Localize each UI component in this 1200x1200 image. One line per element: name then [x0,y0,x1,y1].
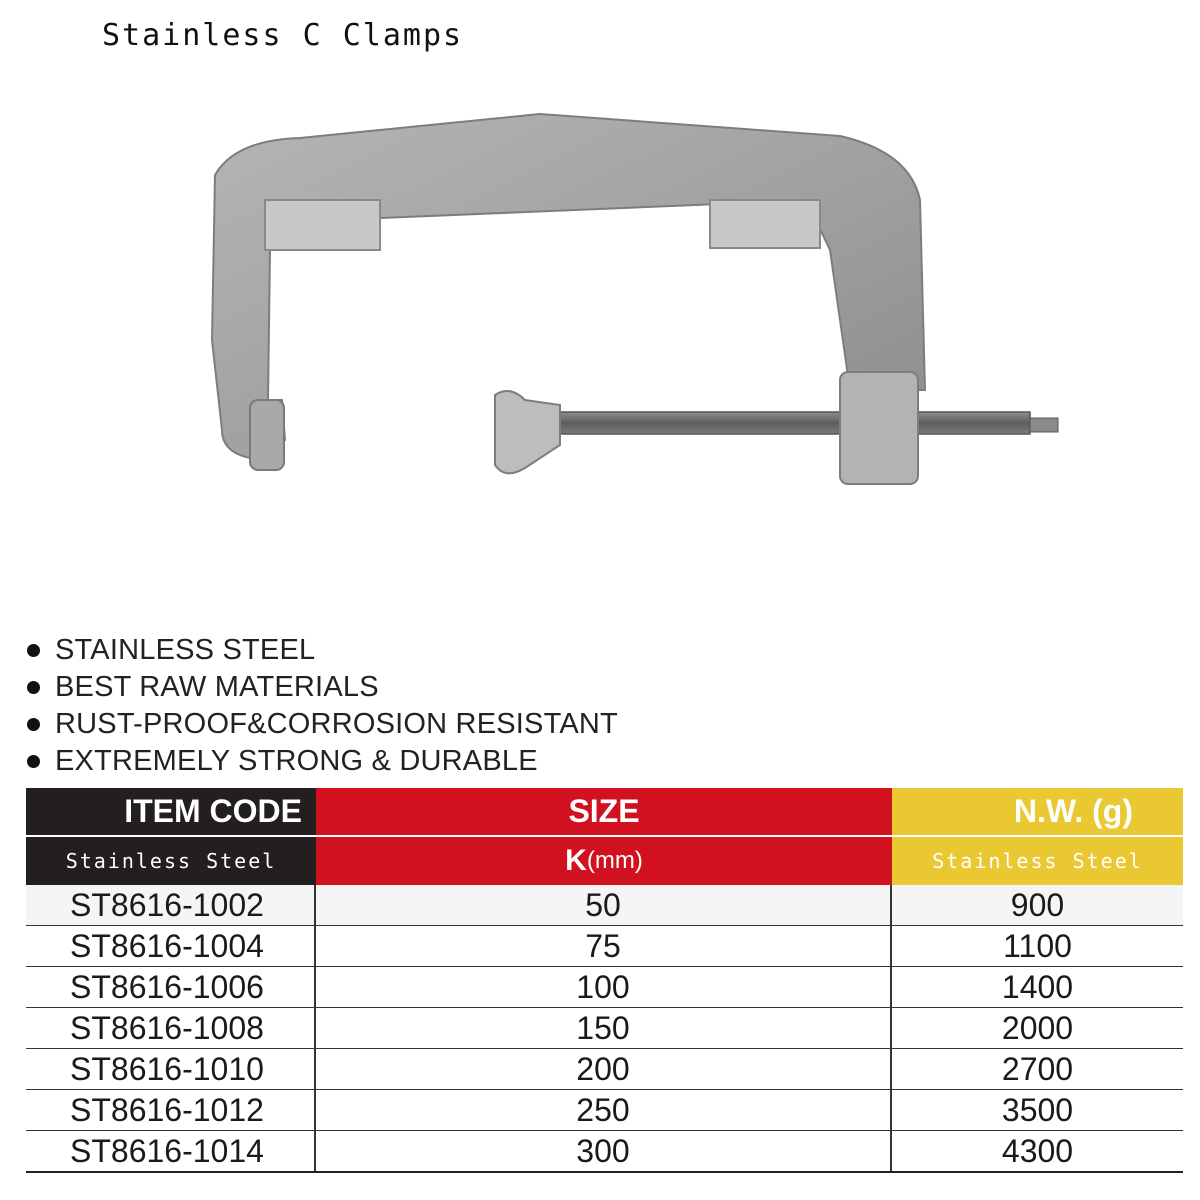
c-clamp-image [150,100,1080,500]
weight-cell: 1400 [1001,968,1074,1005]
weight-cell: 4300 [1001,1132,1074,1169]
size-unit-label: (mm) [586,847,643,874]
item-code-cell: ST8616-1014 [26,1131,316,1171]
size-subheader [316,837,892,885]
size-cell: 100 [316,967,892,1007]
size-cell: 150 [316,1008,892,1048]
nw-subheader: Stainless Steel [892,837,1183,885]
item-code-header: ITEM CODE [26,788,316,837]
table-row [26,1008,1183,1049]
table-body [26,885,1183,1173]
item-code-cell: ST8616-1012 [26,1090,316,1130]
size-cell: 250 [316,1090,892,1130]
size-cell: 200 [316,1049,892,1089]
feature-text: RUST-PROOF&CORROSION RESISTANT [55,708,618,740]
size-cell: 300 [316,1131,892,1171]
nw-header: N.W. (g) [892,788,1183,837]
size-header: SIZE [316,788,892,837]
feature-item [24,743,618,780]
bullet-dot-icon [27,755,40,768]
weight-cell: 2700 [1001,1050,1074,1087]
table-row [26,926,1183,967]
size-cell: 50 [316,885,892,925]
table-row [26,1131,1183,1173]
table-row [26,1090,1183,1131]
feature-item [24,706,618,743]
item-code-cell: ST8616-1004 [26,926,316,966]
feature-item [24,669,618,706]
feature-list [24,632,618,780]
weight-cell: 1100 [1003,927,1072,964]
page-title: Stainless C Clamps [102,18,464,53]
table-header-row [26,788,1183,837]
table-row [26,1049,1183,1090]
bullet-dot-icon [27,644,40,657]
item-code-cell: ST8616-1002 [26,885,316,925]
weight-cell: 2000 [1001,1009,1074,1046]
feature-item [24,632,618,669]
bullet-dot-icon [27,681,40,694]
item-code-cell: ST8616-1008 [26,1008,316,1048]
feature-text: BEST RAW MATERIALS [55,671,379,703]
bullet-dot-icon [27,718,40,731]
table-row [26,885,1183,926]
weight-cell: 3500 [1001,1091,1074,1128]
spec-table [26,788,1183,1173]
table-row [26,967,1183,1008]
size-k-label: K [565,844,587,877]
item-code-cell: ST8616-1006 [26,967,316,1007]
item-code-subheader: Stainless Steel [26,837,316,885]
table-subheader-row [26,837,1183,885]
feature-text: STAINLESS STEEL [55,634,316,666]
feature-text: EXTREMELY STRONG & DURABLE [55,745,538,777]
weight-cell: 900 [1010,886,1065,923]
size-cell: 75 [316,926,892,966]
item-code-cell: ST8616-1010 [26,1049,316,1089]
